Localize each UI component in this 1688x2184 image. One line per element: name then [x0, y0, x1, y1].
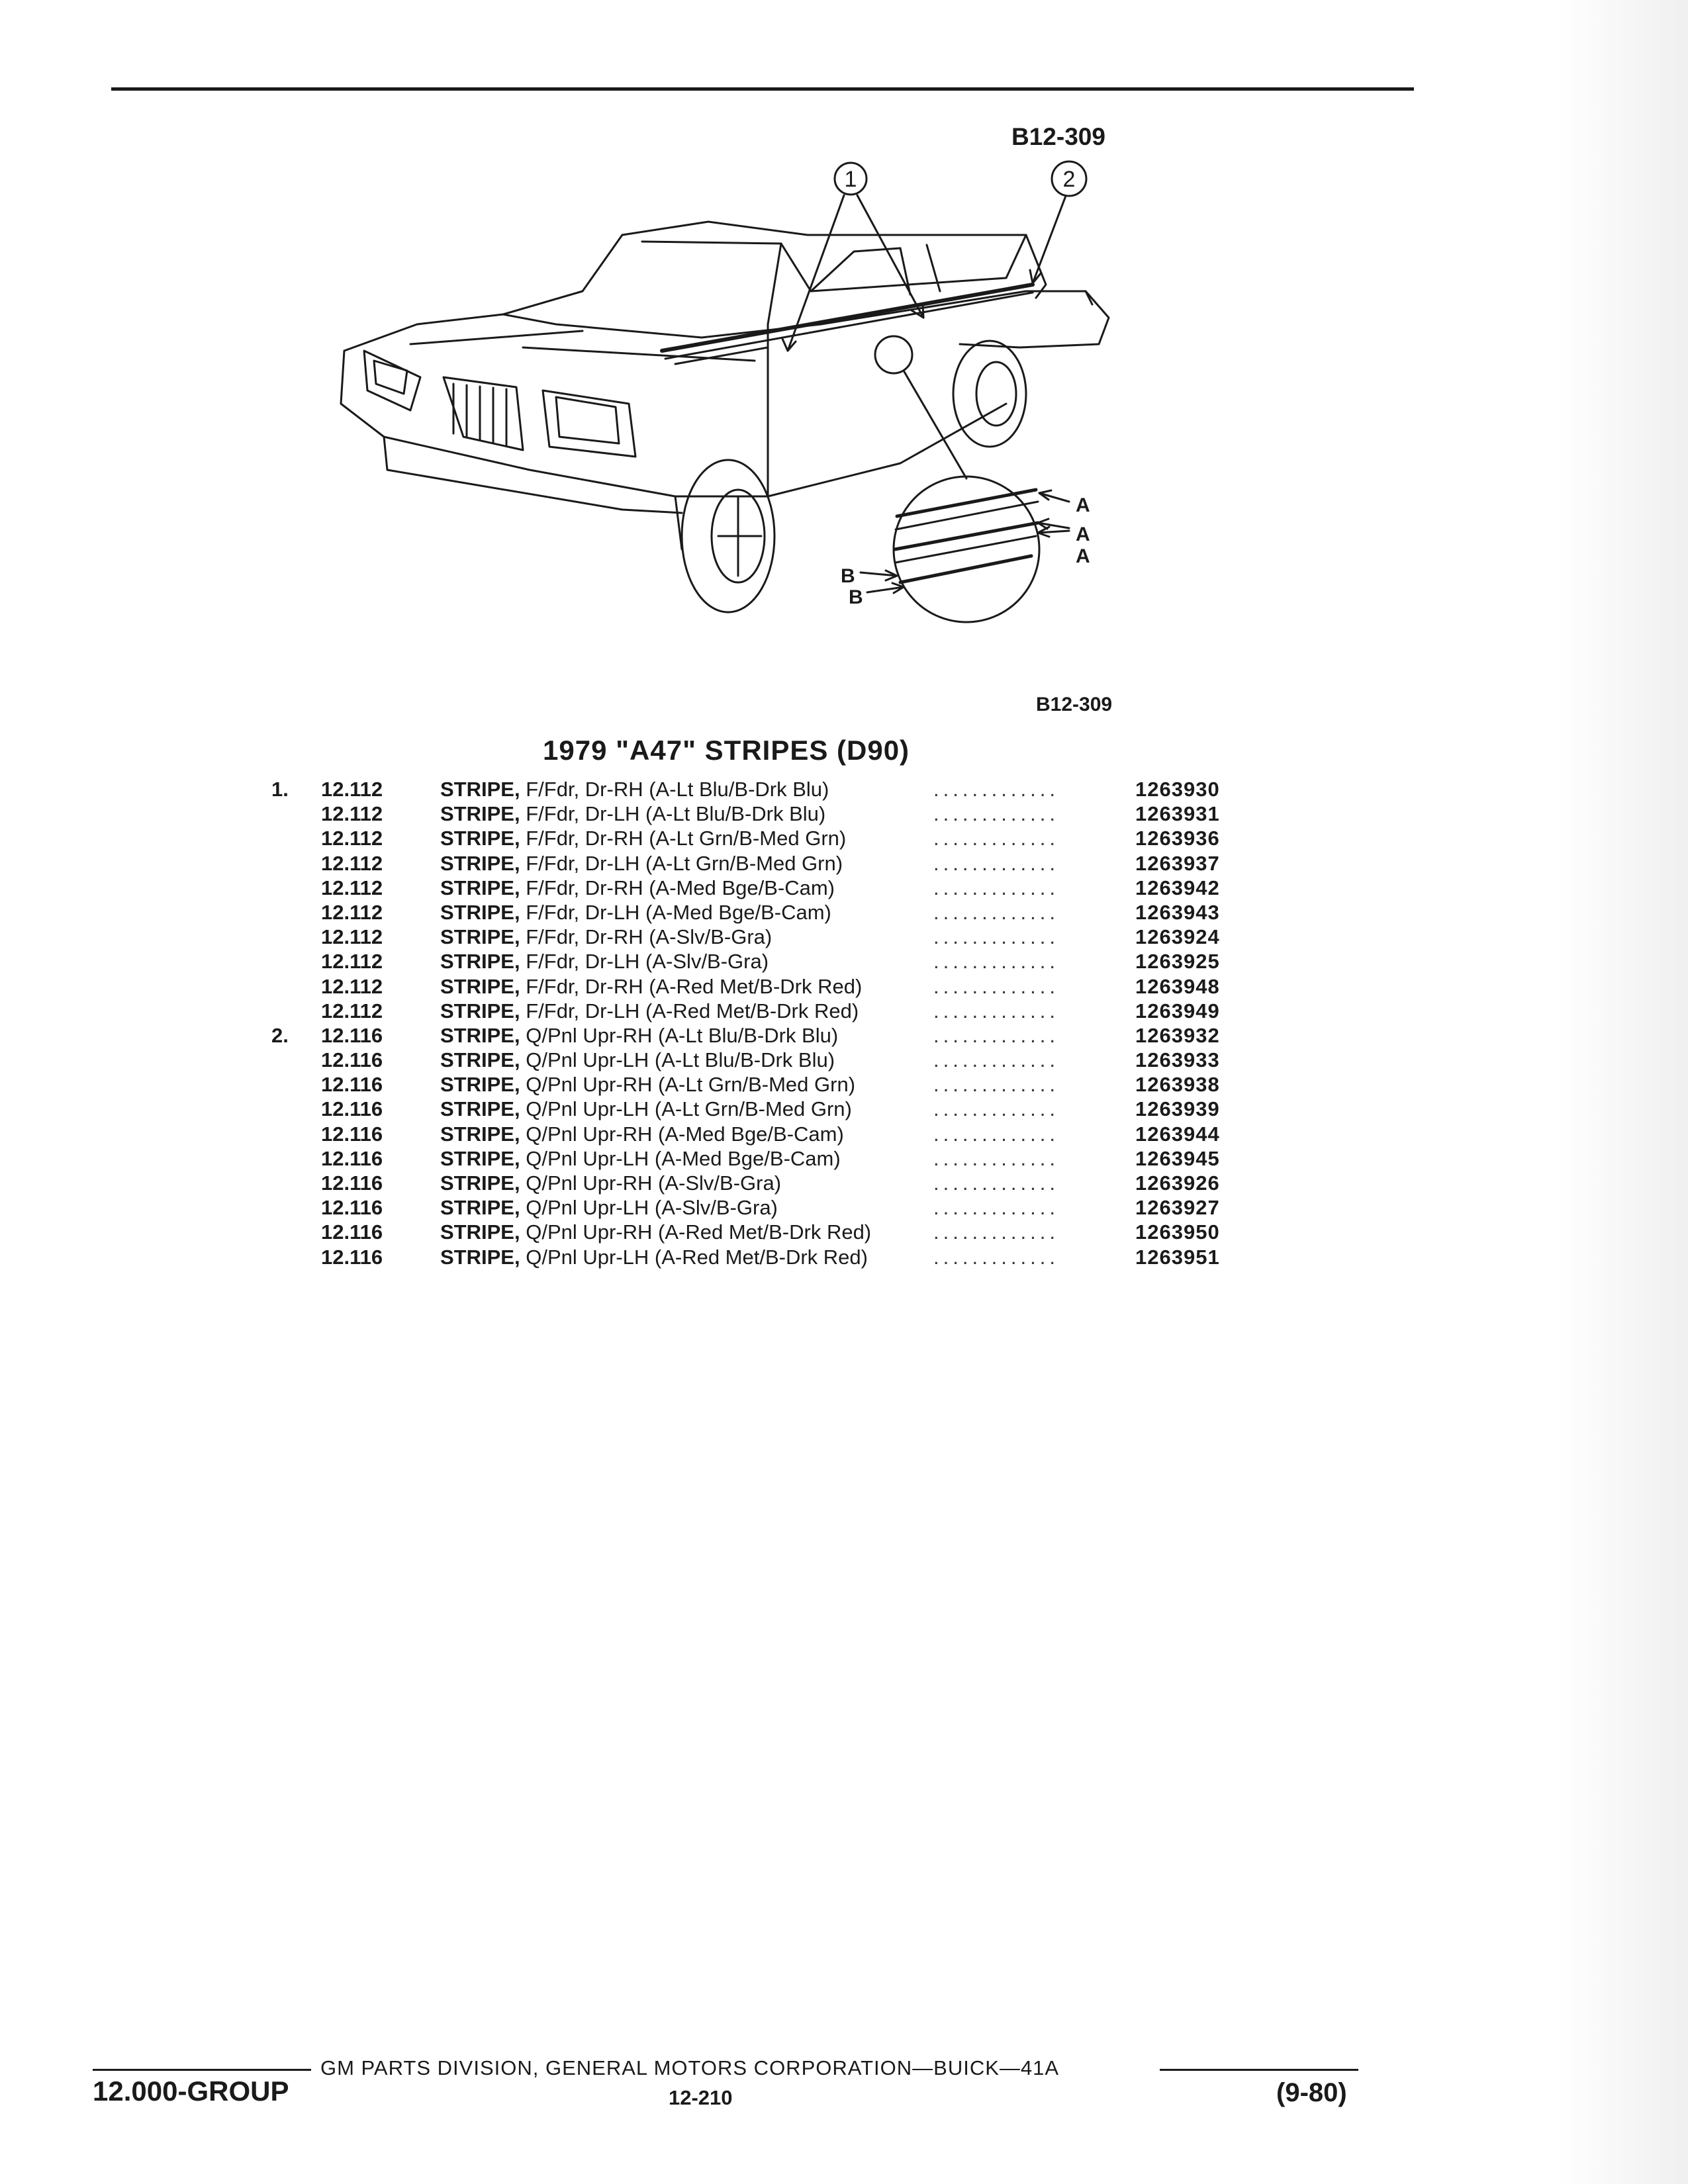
part-detail: Q/Pnl Upr-LH (A-Lt Grn/B-Med Grn): [526, 1097, 852, 1121]
parts-row: [271, 974, 1251, 999]
group-number: 12.116: [321, 1171, 383, 1195]
leader-dots: .............: [933, 1245, 1059, 1269]
leader-dots: .............: [933, 1048, 1059, 1072]
parts-list: [271, 777, 1251, 1269]
part-number: 1263932: [1135, 1023, 1220, 1047]
parts-row: [271, 1023, 1251, 1048]
leader-dots: .............: [933, 1122, 1059, 1146]
part-detail: F/Fdr, Dr-RH (A-Lt Blu/B-Drk Blu): [526, 778, 829, 801]
part-name: STRIPE,: [440, 778, 520, 801]
part-name: STRIPE,: [440, 1097, 520, 1121]
parts-row: [271, 1245, 1251, 1269]
leader-dots: .............: [933, 974, 1059, 998]
parts-row: [271, 801, 1251, 826]
car-stripe-illustration: [305, 126, 1139, 655]
part-name: STRIPE,: [440, 974, 520, 998]
group-number: 12.116: [321, 1073, 383, 1097]
part-detail: F/Fdr, Dr-RH (A-Slv/B-Gra): [526, 925, 773, 949]
part-detail: Q/Pnl Upr-LH (A-Med Bge/B-Cam): [526, 1146, 841, 1170]
part-detail: F/Fdr, Dr-LH (A-Lt Grn/B-Med Grn): [526, 851, 843, 875]
part-detail: Q/Pnl Upr-RH (A-Med Bge/B-Cam): [526, 1122, 844, 1146]
footer-page-number: 12-210: [669, 2086, 733, 2109]
footer-group-label: 12.000-GROUP: [93, 2075, 289, 2107]
part-detail: F/Fdr, Dr-RH (A-Lt Grn/B-Med Grn): [526, 827, 847, 850]
part-number: 1263933: [1135, 1048, 1220, 1072]
part-number: 1263927: [1135, 1196, 1220, 1220]
detail-label-b2: B: [849, 586, 863, 608]
parts-row: [271, 900, 1251, 925]
item-number: 2.: [271, 1023, 289, 1047]
part-name: STRIPE,: [440, 876, 520, 899]
leader-dots: .............: [933, 900, 1059, 924]
parts-row: [271, 999, 1251, 1023]
callout-1-label: 1: [844, 167, 857, 192]
group-number: 12.112: [321, 778, 383, 801]
leader-dots: .............: [933, 851, 1059, 875]
group-number: 12.112: [321, 999, 383, 1023]
part-name: STRIPE,: [440, 1245, 520, 1269]
parts-row: [271, 1048, 1251, 1072]
footer-date: (9-80): [1276, 2078, 1347, 2107]
parts-row: [271, 1072, 1251, 1097]
parts-row: [271, 1146, 1251, 1171]
leader-dots: .............: [933, 1146, 1059, 1170]
header-rule: [111, 87, 1414, 91]
scan-shading: [1556, 0, 1688, 2184]
group-number: 12.116: [321, 1122, 383, 1146]
part-detail: Q/Pnl Upr-RH (A-Lt Grn/B-Med Grn): [526, 1073, 856, 1097]
parts-row: [271, 777, 1251, 801]
part-description: [440, 801, 825, 826]
part-name: STRIPE,: [440, 1220, 520, 1244]
detail-label-a2: A: [1076, 523, 1090, 545]
part-detail: Q/Pnl Upr-RH (A-Red Met/B-Drk Red): [526, 1220, 872, 1244]
footer-rule-right: [1160, 2069, 1358, 2071]
part-number: 1263945: [1135, 1146, 1220, 1170]
part-number: 1263937: [1135, 851, 1220, 875]
leader-dots: .............: [933, 1196, 1059, 1220]
part-description: [440, 949, 769, 974]
part-description: [440, 1220, 871, 1244]
part-number: 1263942: [1135, 876, 1220, 899]
part-description: [440, 777, 829, 801]
part-number: 1263948: [1135, 974, 1220, 998]
parts-row: [271, 1220, 1251, 1244]
group-number: 12.112: [321, 851, 383, 875]
parts-row: [271, 1097, 1251, 1121]
part-detail: F/Fdr, Dr-LH (A-Med Bge/B-Cam): [526, 900, 831, 924]
part-description: [440, 1171, 781, 1195]
part-number: 1263944: [1135, 1122, 1220, 1146]
part-description: [440, 974, 862, 999]
group-number: 12.112: [321, 876, 383, 899]
part-detail: Q/Pnl Upr-LH (A-Slv/B-Gra): [526, 1196, 778, 1220]
part-number: 1263939: [1135, 1097, 1220, 1121]
part-name: STRIPE,: [440, 925, 520, 949]
part-name: STRIPE,: [440, 1146, 520, 1170]
part-name: STRIPE,: [440, 1196, 520, 1220]
part-name: STRIPE,: [440, 1122, 520, 1146]
callout-2-label: 2: [1062, 167, 1076, 192]
group-number: 12.112: [321, 827, 383, 850]
parts-row: [271, 949, 1251, 974]
part-number: 1263949: [1135, 999, 1220, 1023]
leader-dots: .............: [933, 925, 1059, 949]
group-number: 12.116: [321, 1048, 383, 1072]
leader-dots: .............: [933, 1171, 1059, 1195]
leader-dots: .............: [933, 1073, 1059, 1097]
group-number: 12.116: [321, 1023, 383, 1047]
part-number: 1263924: [1135, 925, 1220, 949]
part-number: 1263943: [1135, 900, 1220, 924]
leader-dots: .............: [933, 876, 1059, 899]
part-detail: F/Fdr, Dr-LH (A-Lt Blu/B-Drk Blu): [526, 802, 826, 826]
part-name: STRIPE,: [440, 1073, 520, 1097]
part-name: STRIPE,: [440, 802, 520, 826]
part-detail: F/Fdr, Dr-RH (A-Red Met/B-Drk Red): [526, 974, 863, 998]
part-number: 1263950: [1135, 1220, 1220, 1244]
part-detail: F/Fdr, Dr-LH (A-Slv/B-Gra): [526, 950, 769, 974]
part-number: 1263925: [1135, 950, 1220, 974]
part-number: 1263931: [1135, 802, 1220, 826]
leader-dots: .............: [933, 827, 1059, 850]
part-description: [440, 851, 843, 876]
leader-dots: .............: [933, 950, 1059, 974]
part-name: STRIPE,: [440, 1171, 520, 1195]
group-number: 12.116: [321, 1245, 383, 1269]
figure-code-bottom: B12-309: [1036, 694, 1113, 715]
part-description: [440, 826, 846, 850]
leader-dots: .............: [933, 1097, 1059, 1121]
part-description: [440, 1097, 852, 1121]
footer-rule-left: [93, 2069, 311, 2071]
part-name: STRIPE,: [440, 900, 520, 924]
leader-dots: .............: [933, 1220, 1059, 1244]
part-description: [440, 900, 831, 925]
part-description: [440, 999, 859, 1023]
detail-label-a1: A: [1076, 494, 1090, 516]
part-detail: Q/Pnl Upr-RH (A-Lt Blu/B-Drk Blu): [526, 1023, 839, 1047]
parts-row: [271, 925, 1251, 949]
part-number: 1263930: [1135, 778, 1220, 801]
part-description: [440, 1122, 844, 1146]
group-number: 12.112: [321, 900, 383, 924]
part-number: 1263936: [1135, 827, 1220, 850]
group-number: 12.116: [321, 1097, 383, 1121]
leader-dots: .............: [933, 999, 1059, 1023]
part-detail: Q/Pnl Upr-LH (A-Lt Blu/B-Drk Blu): [526, 1048, 835, 1072]
part-description: [440, 1048, 835, 1072]
leader-dots: .............: [933, 1023, 1059, 1047]
leader-dots: .............: [933, 802, 1059, 826]
leader-dots: .............: [933, 778, 1059, 801]
group-number: 12.116: [321, 1220, 383, 1244]
parts-row: [271, 876, 1251, 900]
part-detail: Q/Pnl Upr-RH (A-Slv/B-Gra): [526, 1171, 782, 1195]
group-number: 12.112: [321, 925, 383, 949]
parts-row: [271, 1122, 1251, 1146]
part-description: [440, 925, 772, 949]
part-description: [440, 1072, 855, 1097]
figure-code-top: B12-309: [1011, 123, 1105, 150]
part-description: [440, 1245, 868, 1269]
part-name: STRIPE,: [440, 851, 520, 875]
item-number: 1.: [271, 778, 289, 801]
part-description: [440, 1146, 841, 1171]
part-detail: Q/Pnl Upr-LH (A-Red Met/B-Drk Red): [526, 1245, 868, 1269]
part-name: STRIPE,: [440, 950, 520, 974]
part-name: STRIPE,: [440, 1048, 520, 1072]
footer-corporation: GM PARTS DIVISION, GENERAL MOTORS CORPORATION—BUICK—41A: [320, 2056, 1060, 2079]
part-number: 1263951: [1135, 1245, 1220, 1269]
part-description: [440, 876, 835, 900]
part-name: STRIPE,: [440, 999, 520, 1023]
section-title: 1979 "A47" STRIPES (D90): [543, 735, 910, 766]
group-number: 12.112: [321, 950, 383, 974]
parts-row: [271, 826, 1251, 850]
part-number: 1263926: [1135, 1171, 1220, 1195]
part-number: 1263938: [1135, 1073, 1220, 1097]
part-description: [440, 1195, 778, 1220]
group-number: 12.112: [321, 974, 383, 998]
part-detail: F/Fdr, Dr-LH (A-Red Met/B-Drk Red): [526, 999, 859, 1023]
part-name: STRIPE,: [440, 1023, 520, 1047]
group-number: 12.116: [321, 1196, 383, 1220]
group-number: 12.116: [321, 1146, 383, 1170]
parts-row: [271, 1171, 1251, 1195]
part-detail: F/Fdr, Dr-RH (A-Med Bge/B-Cam): [526, 876, 835, 899]
part-description: [440, 1023, 838, 1048]
group-number: 12.112: [321, 802, 383, 826]
part-name: STRIPE,: [440, 827, 520, 850]
parts-row: [271, 1195, 1251, 1220]
parts-row: [271, 851, 1251, 876]
detail-label-a3: A: [1076, 545, 1090, 567]
detail-label-b1: B: [841, 565, 855, 587]
